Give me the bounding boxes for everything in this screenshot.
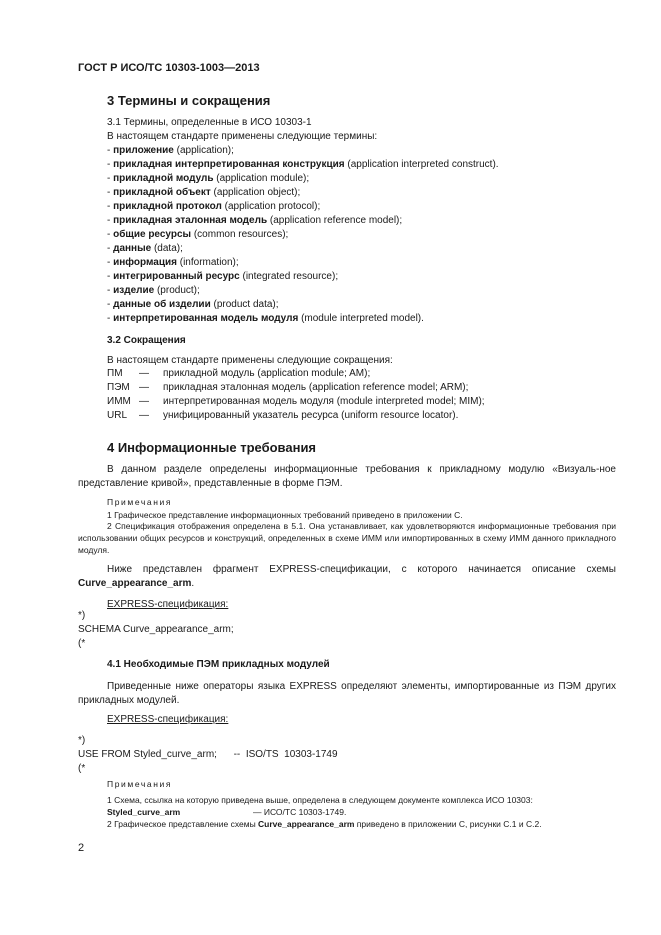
term-english: (application module); bbox=[213, 173, 310, 184]
notes-heading: Примечания bbox=[107, 497, 173, 507]
term-dash: - bbox=[107, 243, 114, 254]
term-english: (integrated resource); bbox=[239, 271, 339, 282]
section-4-title: 4 Информационные требования bbox=[107, 440, 317, 455]
term-item bbox=[107, 172, 499, 186]
note-4 bbox=[107, 818, 542, 830]
term-item bbox=[107, 228, 499, 242]
abbreviation-item bbox=[107, 409, 485, 423]
term-dash: - bbox=[107, 271, 114, 282]
term-dash: - bbox=[107, 159, 114, 170]
module-ref: — ИСО/ТС 10303-1749. bbox=[253, 807, 347, 817]
operators-paragraph: Приведенные ниже операторы языка EXPRESS определяют элементы, импортированные из ПЭМ других прикладных модулей. bbox=[78, 681, 616, 706]
abbr-text: унифицированный указатель ресурса (uniform resource locator). bbox=[163, 410, 459, 421]
term-name: общие ресурсы bbox=[113, 229, 192, 240]
term-name: прикладной модуль bbox=[113, 173, 214, 184]
term-name: интегрированный ресурс bbox=[113, 271, 240, 282]
term-item bbox=[107, 144, 499, 158]
terms-list bbox=[107, 144, 499, 326]
term-item bbox=[107, 200, 499, 214]
term-dash: - bbox=[107, 285, 114, 296]
terms-intro: В настоящем стандарте применены следующие термины: bbox=[107, 131, 378, 142]
abbr-text: интерпретированная модель модуля (module interpreted model; MIM); bbox=[163, 396, 485, 407]
section-3-title: 3 Термины и сокращения bbox=[107, 93, 271, 108]
abbr-code: ИММ bbox=[107, 396, 131, 407]
abbr-dash: — bbox=[139, 368, 149, 379]
note-2: 2 Спецификация отображения определена в 5.1. Она устанавливает, как удовлетворяются информационные требования при использовании общих ресурсов и конструкций, определенных в схеме ИММ или импортированных в схему ИММ данного прикладного модуля. bbox=[78, 521, 616, 555]
term-item bbox=[107, 312, 499, 326]
term-name: данные об изделии bbox=[113, 299, 211, 310]
term-item bbox=[107, 256, 499, 270]
term-name: прикладной протокол bbox=[113, 201, 222, 212]
term-english: (application interpreted construct). bbox=[344, 159, 499, 170]
subsection-3-1: 3.1 Термины, определенные в ИСО 10303-1 bbox=[107, 117, 312, 128]
standard-code: ГОСТ Р ИСО/ТС 10303-1003—2013 bbox=[78, 62, 260, 74]
note-4-text: 2 Графическое представление схемы bbox=[107, 819, 259, 829]
abbr-dash: — bbox=[139, 410, 149, 421]
note-3-line-2 bbox=[107, 806, 533, 818]
note-1: 1 Графическое представление информационных требований приведено в приложении С. bbox=[107, 510, 463, 520]
abbr-code: ПЭМ bbox=[107, 382, 130, 393]
term-name: прикладная интерпретированная конструкция bbox=[113, 159, 345, 170]
note-4-end: приведено в приложении С, рисунки С.1 и С.2. bbox=[354, 819, 542, 829]
abbr-text: прикладная эталонная модель (application reference model; ARM); bbox=[163, 382, 469, 393]
abbreviation-item bbox=[107, 381, 485, 395]
term-english: (product data); bbox=[210, 299, 279, 310]
notes-heading-2: Примечания bbox=[107, 779, 173, 789]
term-item bbox=[107, 242, 499, 256]
term-dash: - bbox=[107, 229, 114, 240]
term-english: (module interpreted model). bbox=[298, 313, 424, 324]
abbreviation-item bbox=[107, 367, 485, 381]
abbr-text: прикладной модуль (application module; AM); bbox=[163, 368, 371, 379]
term-name: прикладная эталонная модель bbox=[113, 215, 268, 226]
abbreviation-item bbox=[107, 395, 485, 409]
term-name: информация bbox=[113, 257, 177, 268]
term-dash: - bbox=[107, 299, 114, 310]
abbr-dash: — bbox=[139, 396, 149, 407]
term-item bbox=[107, 284, 499, 298]
term-name: данные bbox=[113, 243, 152, 254]
term-english: (application protocol); bbox=[221, 201, 321, 212]
abbr-dash: — bbox=[139, 382, 149, 393]
term-english: (product); bbox=[154, 285, 200, 296]
term-item bbox=[107, 186, 499, 200]
express-intro-end: . bbox=[191, 578, 195, 589]
term-dash: - bbox=[107, 145, 114, 156]
express-intro-text: Ниже представлен фрагмент EXPRESS-спецификации, с которого начинается описание схемы bbox=[107, 564, 616, 575]
term-english: (application reference model); bbox=[267, 215, 403, 226]
term-dash: - bbox=[107, 201, 114, 212]
term-name: прикладной объект bbox=[113, 187, 211, 198]
express-spec-label: EXPRESS-спецификация: bbox=[107, 599, 229, 610]
term-item bbox=[107, 298, 499, 312]
subsection-3-2: 3.2 Сокращения bbox=[107, 335, 186, 346]
express-intro-paragraph bbox=[78, 563, 616, 591]
term-item bbox=[107, 214, 499, 228]
code-block-2 bbox=[78, 734, 338, 776]
term-name: интерпретированная модель модуля bbox=[113, 313, 299, 324]
note-4-schema: Curve_appearance_arm bbox=[258, 819, 355, 829]
abbr-code: ПМ bbox=[107, 368, 123, 379]
section-4-paragraph: В данном разделе определены информационные требования к прикладному модулю «Визуаль-ное представление кривой», представленные в форме ПЭМ. bbox=[78, 464, 616, 489]
code-line: (* bbox=[78, 763, 86, 774]
term-dash: - bbox=[107, 215, 114, 226]
term-item bbox=[107, 158, 499, 172]
page-number: 2 bbox=[78, 842, 85, 854]
term-dash: - bbox=[107, 257, 114, 268]
term-dash: - bbox=[107, 173, 114, 184]
term-name: приложение bbox=[113, 145, 174, 156]
term-english: (information); bbox=[176, 257, 239, 268]
term-english: (application object); bbox=[210, 187, 301, 198]
code-line: *) bbox=[78, 610, 86, 621]
abbr-intro: В настоящем стандарте применены следующие сокращения: bbox=[107, 355, 393, 366]
module-name: Styled_curve_arm bbox=[107, 807, 181, 817]
abbr-code: URL bbox=[107, 410, 128, 421]
schema-name: Curve_appearance_arm bbox=[78, 578, 192, 589]
code-block-1 bbox=[78, 609, 234, 651]
abbreviations-list bbox=[107, 367, 485, 423]
code-line: *) bbox=[78, 735, 86, 746]
term-english: (common resources); bbox=[191, 229, 289, 240]
term-item bbox=[107, 270, 499, 284]
term-english: (application); bbox=[173, 145, 234, 156]
term-dash: - bbox=[107, 187, 114, 198]
note-3-line-1: 1 Схема, ссылка на которую приведена выше, определена в следующем документе комплекса ИСО 10303: bbox=[107, 795, 533, 805]
code-line: USE FROM Styled_curve_arm; -- ISO/TS 10303-1749 bbox=[78, 749, 338, 760]
code-line: (* bbox=[78, 638, 86, 649]
express-spec-label-2: EXPRESS-спецификация: bbox=[107, 714, 229, 725]
term-dash: - bbox=[107, 313, 114, 324]
note-3 bbox=[107, 794, 533, 818]
term-name: изделие bbox=[113, 285, 155, 296]
subsection-4-1: 4.1 Необходимые ПЭМ прикладных модулей bbox=[107, 659, 330, 670]
code-line: SCHEMA Curve_appearance_arm; bbox=[78, 624, 234, 635]
term-english: (data); bbox=[151, 243, 183, 254]
